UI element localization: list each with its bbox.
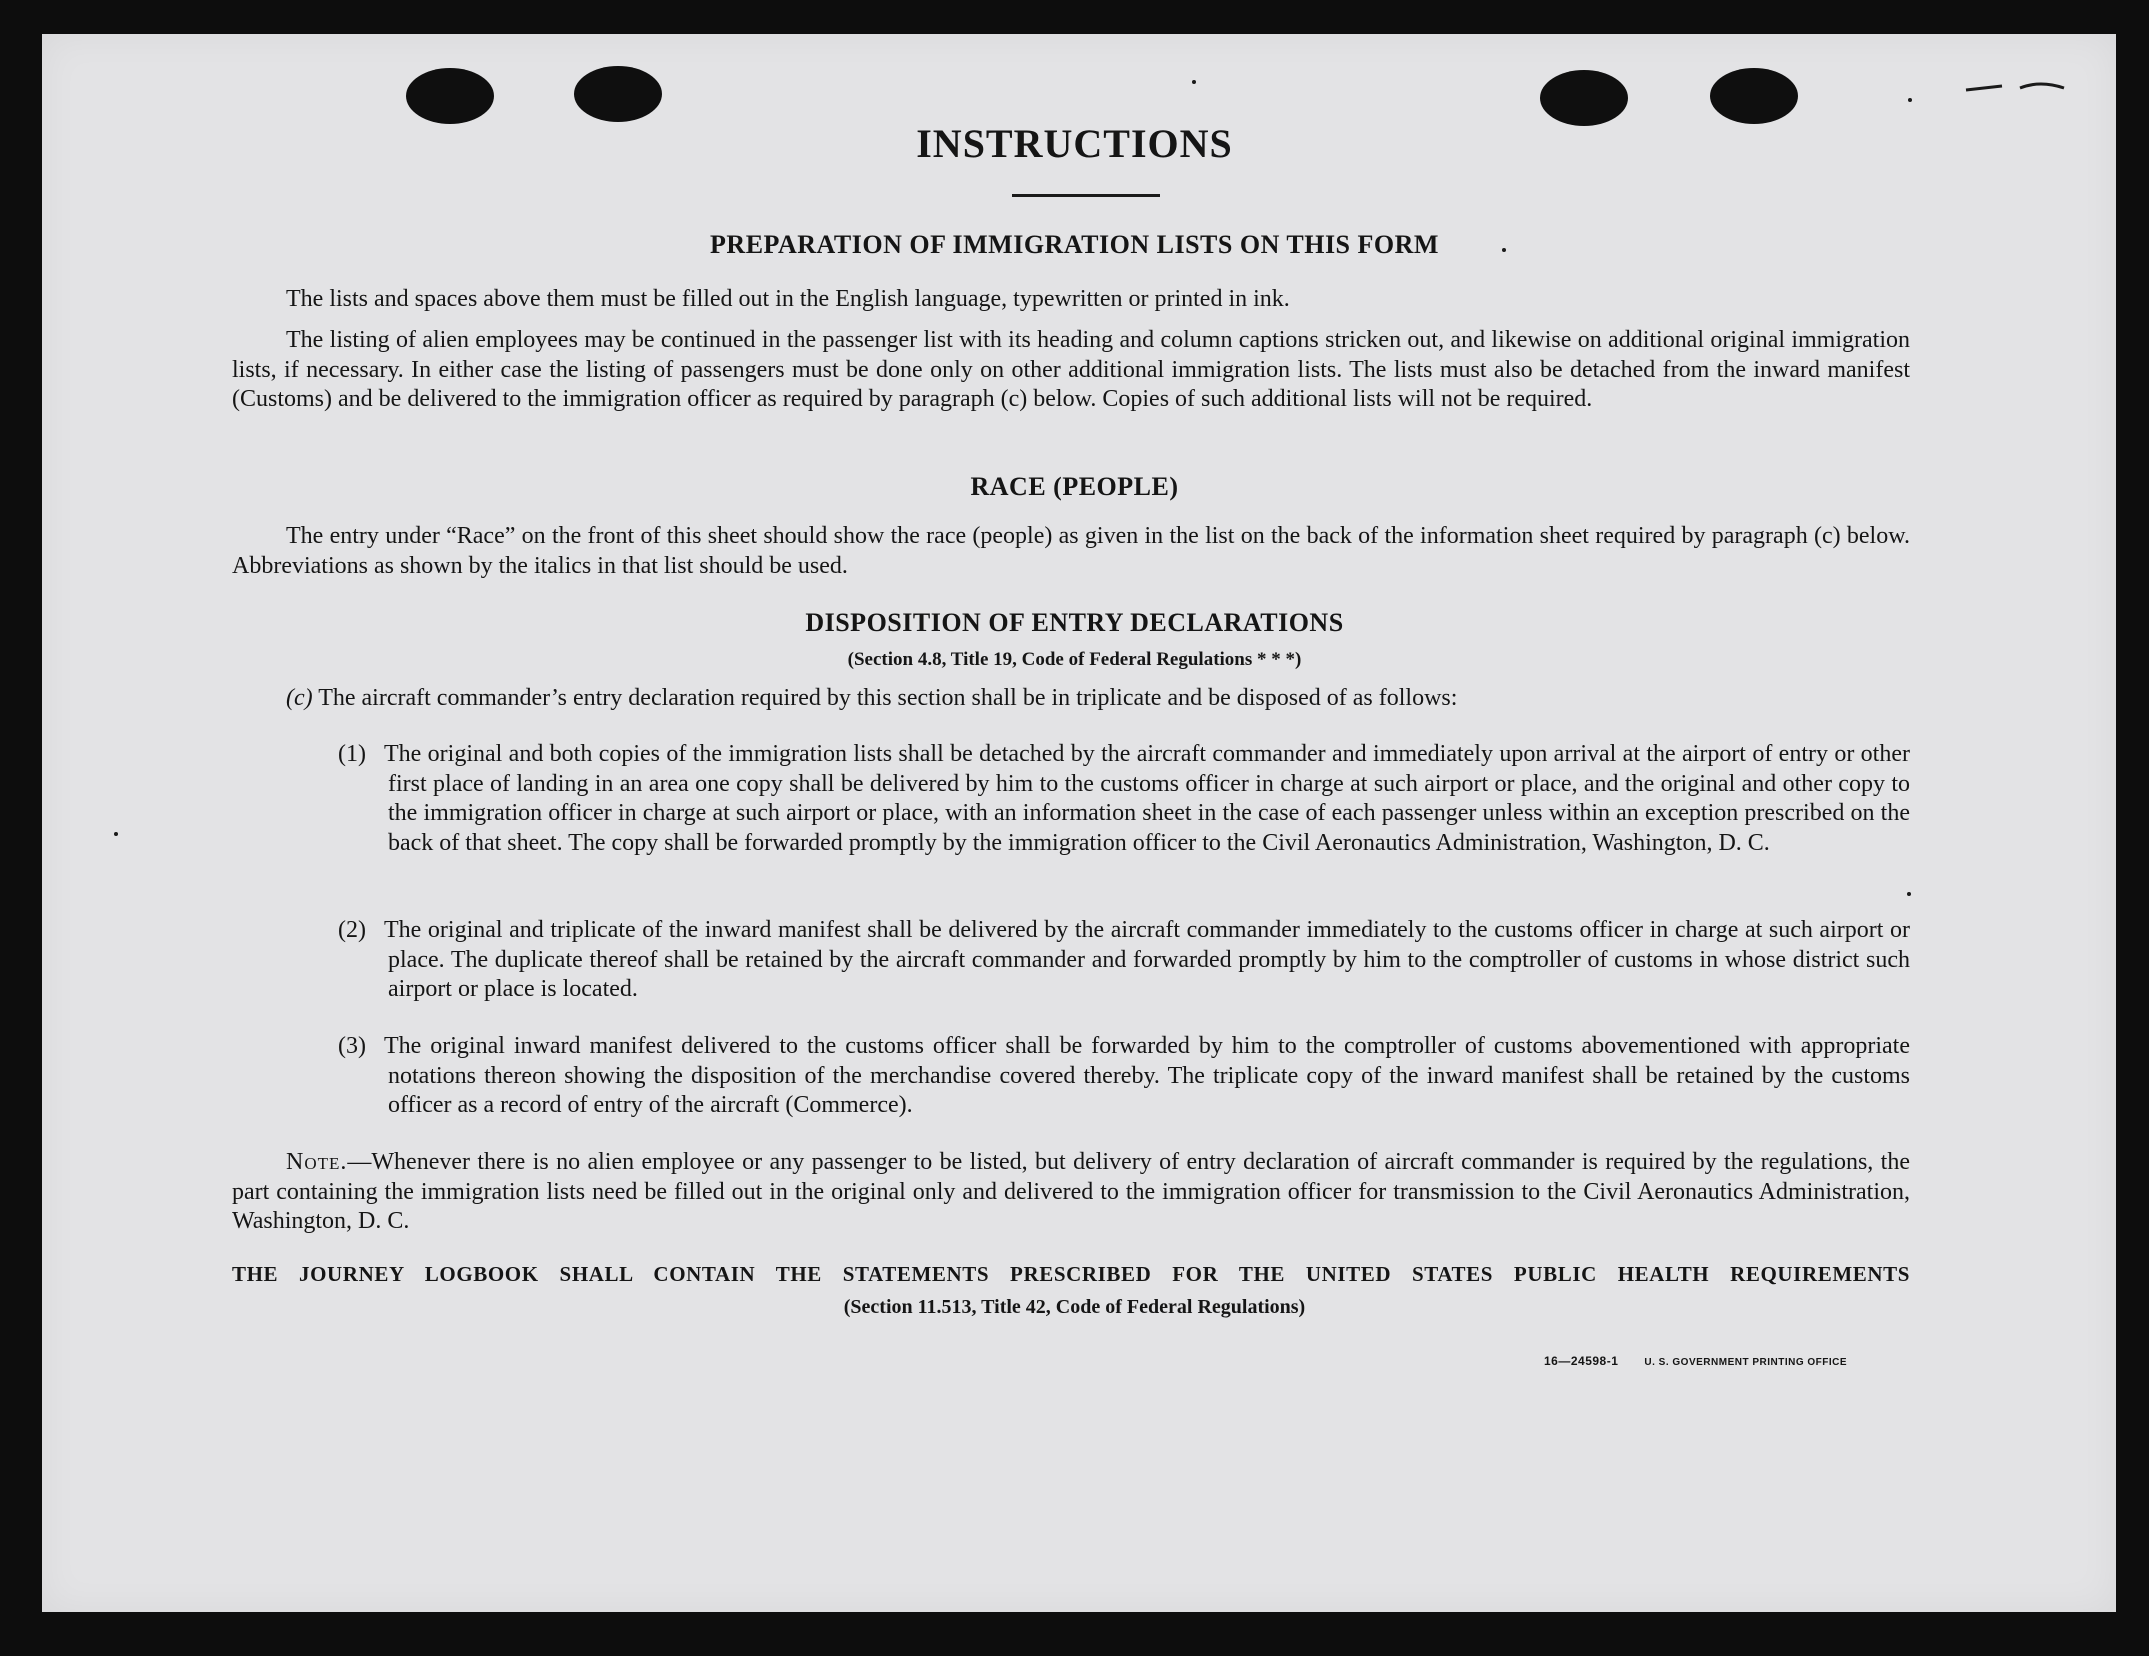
item-text: The original and triplicate of the inward manifest shall be delivered by the aircraft commander immediately to the customs officer in charge at such airport or place. The duplicate thereof shall be retained by the aircraft commander and forwarded promptly by him to the comptroller of customs in whose district such airport or place is located. (384, 917, 1910, 1002)
form-footer (1544, 1354, 1847, 1368)
disposition-item-2 (338, 916, 1910, 1005)
title-underline (1012, 194, 1160, 197)
preparation-paragraph-1: The lists and spaces above them must be filled out in the English language, typewritten or printed in ink. (286, 286, 1290, 312)
punch-hole-4 (1710, 68, 1798, 124)
race-paragraph: The entry under “Race” on the front of this sheet should show the race (people) as given in the list on the back of the information sheet required by paragraph (c) below. Abbreviations as shown by the italics in that list should be used. (232, 523, 1910, 579)
printer-imprint: U. S. GOVERNMENT PRINTING OFFICE (1644, 1357, 1848, 1368)
disposition-citation: (Section 4.8, Title 19, Code of Federal Regulations * * *) (847, 649, 1302, 670)
disposition-item-1 (338, 740, 1910, 858)
punch-hole-2 (574, 66, 662, 122)
journey-logbook-citation: (Section 11.513, Title 42, Code of Federal Regulations) (843, 1296, 1306, 1318)
dust-speck (1907, 892, 1911, 896)
dust-speck (1192, 80, 1196, 84)
intro-label: (c) (286, 685, 313, 711)
item-number: (3) (338, 1033, 366, 1059)
disposition-heading: DISPOSITION OF ENTRY DECLARATIONS (805, 608, 1344, 637)
preparation-paragraph-2: The listing of alien employees may be continued in the passenger list with its heading and column captions stricken out, and likewise on additional original immigration lists, if necessary. In either case the listing of passengers must be done only on other additional immigration lists. The lists must also be detached from the inward manifest (Customs) and be delivered to the immigration officer as required by paragraph (c) below. Copies of such additional lists will not be required. (232, 327, 1910, 412)
item-number: (1) (338, 741, 366, 767)
intro-text: The aircraft commander’s entry declaration required by this section shall be in triplicate and be disposed of as follows: (318, 685, 1458, 711)
note-paragraph (232, 1148, 1910, 1237)
dust-speck (1908, 98, 1912, 102)
page-title: INSTRUCTIONS (916, 121, 1233, 166)
race-heading: RACE (PEOPLE) (970, 472, 1179, 501)
disposition-item-3 (338, 1032, 1910, 1121)
pen-mark (1960, 76, 2080, 100)
item-text: The original inward manifest delivered to the customs officer shall be forwarded by him to the comptroller of customs abovementioned with appropriate notations thereon showing the disposition of the merchandise covered thereby. The triplicate copy of the inward manifest shall be retained by the customs officer as a record of entry of the aircraft (Commerce). (384, 1033, 1910, 1118)
preparation-heading: PREPARATION OF IMMIGRATION LISTS ON THIS FORM (710, 230, 1439, 259)
note-text: —Whenever there is no alien employee or any passenger to be listed, but delivery of entry declaration of aircraft commander is required by the regulations, the part containing the immigration lists need be filled out in the original only and delivered to the immigration officer for transmission to the Civil Aeronautics Administration, Washington, D. C. (232, 1149, 1910, 1234)
note-label: Note. (286, 1149, 348, 1175)
form-number: 16—24598-1 (1544, 1354, 1619, 1368)
disposition-intro (286, 684, 1910, 714)
dust-speck (114, 832, 118, 836)
punch-hole-1 (406, 68, 494, 124)
item-number: (2) (338, 917, 366, 943)
journey-logbook-statement: THE JOURNEY LOGBOOK SHALL CONTAIN THE STATEMENTS PRESCRIBED FOR THE UNITED STATES PUBLIC HEALTH REQUIREMENTS (232, 1262, 1910, 1286)
punch-hole-3 (1540, 70, 1628, 126)
item-text: The original and both copies of the immigration lists shall be detached by the aircraft commander and immediately upon arrival at the airport of entry or other first place of landing in an area one copy shall be delivered by him to the customs officer in charge at such airport or place, and the original and other copy to the immigration officer in charge at such airport or place, with an information sheet in the case of each passenger unless within an exception prescribed on the back of that sheet. The copy shall be forwarded promptly by the immigration officer to the Civil Aeronautics Administration, Washington, D. C. (384, 741, 1910, 856)
